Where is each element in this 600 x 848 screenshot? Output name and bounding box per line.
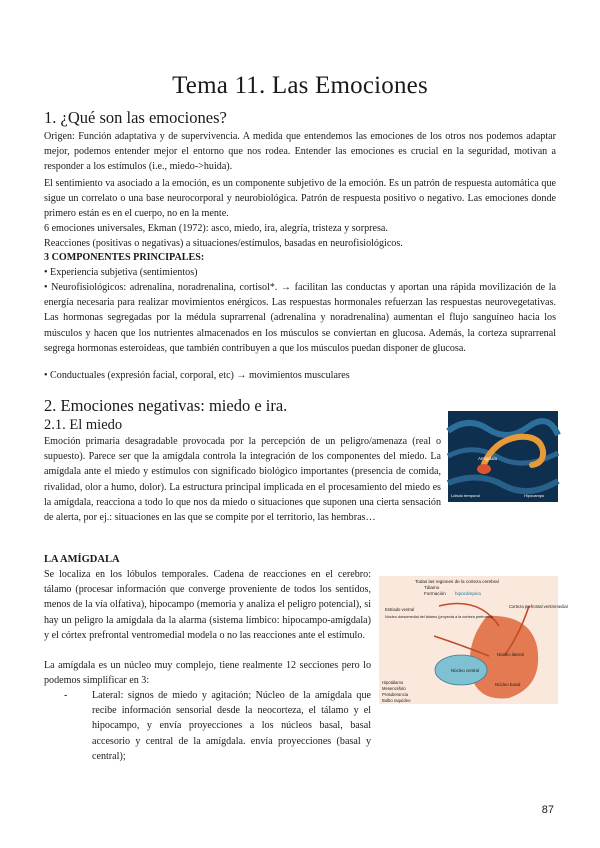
fig2-label-dorsomedial: Núcleo dorsomedial del tálamo (proyecta a la corteza prefrontal) (385, 615, 494, 619)
fig2-label-prefrontal: Corteza prefrontal ventromedial (509, 604, 568, 609)
fig2-label-cortex-all: Todas las regiones de la corteza cerebral (415, 579, 499, 584)
section-1-heading: 1. ¿Qué son las emociones? (44, 108, 227, 127)
fig2-label-midbrain: Mesencéfalo (382, 686, 406, 691)
amygdala-heading: LA AMÍGDALA (44, 554, 120, 565)
fig2-label-hypothalamus: Hipotálamo (382, 680, 404, 685)
fig2-label-formation: Formación (424, 591, 446, 596)
amygdala-connections-diagram (379, 576, 568, 704)
fig2-label-central-nucleus: Núcleo central (451, 668, 480, 673)
list-dash: - (64, 690, 68, 701)
fig2-label-striatum: Estriado ventral (385, 607, 415, 612)
fig2-label-lateral-nucleus: Núcleo lateral (497, 652, 524, 657)
fig1-label-amygdala: Amígdala (478, 456, 498, 461)
component-neurophysiological: • Neurofisiológicos: adrenalina, noradrenalina, cortisol*. → facilitan las conductas y aportan una rápida movilización de la energía necesaria para realizar movimientos enérgicos. Las respuestas hormonales refuerzan las respuestas neurovegetativas. Las hormonas segregadas por la médula suprarrenal (adrenalina y noradrenalina) aumentan el flujo sanguíneo hacia los músculos y hacen que los nutrientes almacenados en los músculos se conviertan en glucosa. Además, la corteza suprarrenal segrega hormonas esteroideas, que también contribuyen a que los músculos puedan disponer de glucosa. (44, 282, 556, 354)
component-subjective: • Experiencia subjetiva (sentimientos) (44, 267, 198, 278)
section-1-paragraph-feeling: El sentimiento va asociado a la emoción, es un componente subjetivo de la emoción. Es un patrón de respuesta automática que sigue un correlato o una base neurocorporal y neurobiológica. Patrón de respuesta positivo o negativo. Las emociones donde primero están es en el cuerpo, no en la mente. (44, 178, 556, 220)
fig2-label-hippocampal: hipocámpica (455, 591, 481, 596)
subsection-fear-heading: 2.1. El miedo (44, 417, 123, 433)
page-number: 87 (541, 804, 554, 816)
page-title: Tema 11. Las Emociones (172, 72, 428, 99)
section-1-paragraph-universal: 6 emociones universales, Ekman (1972): asco, miedo, ira, alegría, tristeza y sorpresa. (44, 223, 388, 234)
section-1-paragraph-reactions: Reacciones (positivas o negativas) a situaciones/estímulos, basadas en neurofisiológicos. (44, 238, 403, 249)
amygdala-section-list (44, 688, 371, 764)
components-heading: 3 COMPONENTES PRINCIPALES: (44, 252, 205, 263)
fear-paragraph: Emoción primaria desagradable provocada por la percepción de un peligro/amenaza (real o supuesto). Parece ser que la amígdala controla la integración de los componentes del miedo. La amígdala ante el miedo y estímulos con significado biológico importantes (presencia de comida, rivalidad, olor a humo, dolor). La estructura principal implicada en el procesamiento del miedo es la amígdala, reacciona a todo lo que nos da miedo o situaciones que suponen una cierta sensación de alerta, por ej.: situaciones en las que se compite por el territorio, las hembras… (44, 436, 441, 524)
fig2-label-medulla: Bulbo raquídeo (382, 698, 411, 703)
list-item-lateral: Lateral: signos de miedo y agitación; Núcleo de la amígdala que recibe información sensorial desde la neocorteza, el tálamo y el hipocampo, y envía proyecciones a los núcleos basal, basal accesorio y central de la amígdala. envía proyecciones (basal y central); (92, 690, 371, 762)
fig1-label-hippocampus: Hipocampo (524, 493, 545, 498)
section-1-paragraph-origin: Origen: Función adaptativa y de supervivencia. A medida que entendemos las emociones de los otros nos podemos adaptar mejor, podemos entender mejor el entorno que nos rodea. Entender las emociones es crucial en la seguridad, motivan a responder a los estímulos (i.e., miedo->huida). (44, 131, 556, 173)
fig2-label-thalamus: Tálamo (424, 585, 440, 590)
fig2-label-pons: Protuberancia (382, 692, 409, 697)
amygdala-paragraph-location: Se localiza en los lóbulos temporales. Cadena de reacciones en el cerebro: tálamo (procesar información que converge proveniente de todos los sentidos, menos de la vía olfativa), hipocampo (memoria y analiza el peligro potencial), si hay un peligro la amígdala da la alarma (sistema límbico: hipocampo-amígdala) y el córtex prefrontal ventromedial modela o no las reacciones ante el estímulo. (44, 569, 371, 641)
component-behavioral: • Conductuales (expresión facial, corporal, etc) → movimientos musculares (44, 370, 350, 381)
fig1-label-temporal-lobe: Lóbulo temporal (451, 493, 480, 498)
brain-amygdala-figure (448, 411, 558, 502)
fig2-label-basal-nucleus: Núcleo basal (495, 682, 521, 687)
amygdala-paragraph-sections: La amígdala es un núcleo muy complejo, tiene realmente 12 secciones pero lo podemos simplificar en 3: (44, 660, 371, 687)
section-2-heading: 2. Emociones negativas: miedo e ira. (44, 396, 288, 415)
